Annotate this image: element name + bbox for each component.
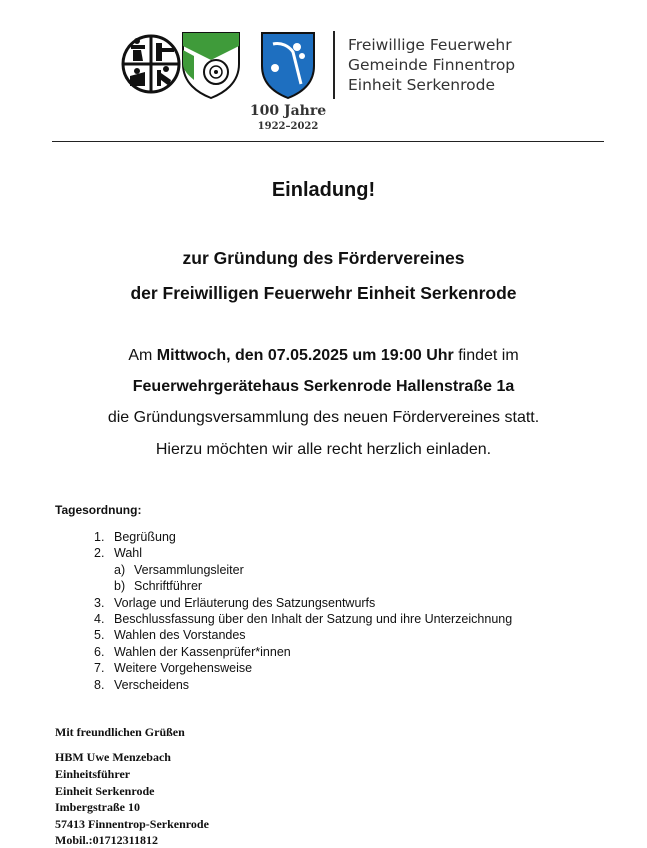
agenda-item — [94, 627, 614, 643]
agenda-heading: Tagesordnung: — [55, 503, 142, 517]
org-line-2: Gemeinde Finnentrop — [348, 56, 516, 74]
header-rule — [52, 141, 604, 142]
municipality-crest-logo — [180, 30, 242, 100]
agenda-subitem-letter: b) — [114, 579, 126, 594]
jubilee-title: 100 Jahre — [249, 103, 327, 119]
serkenrode-crest-logo — [259, 30, 317, 100]
subtitle-line-1: zur Gründung des Fördervereines — [182, 248, 465, 268]
agenda-item-number: 7. — [94, 661, 105, 676]
agenda-item-number: 8. — [94, 677, 105, 692]
invitation-line-3: die Gründungsversammlung des neuen Fördervereines statt. — [107, 409, 540, 426]
agenda-item — [94, 660, 614, 676]
agenda-item-text: Beschlussfassung über den Inhalt der Satzung und ihre Unterzeichnung — [114, 611, 513, 626]
agenda-item — [94, 529, 614, 545]
signer-city: 57413 Finnentrop-Serkenrode — [55, 817, 209, 831]
org-line-3: Einheit Serkenrode — [348, 76, 496, 94]
subtitle-line-2: der Freiwilligen Feuerwehr Einheit Serkenrode — [130, 283, 517, 303]
agenda-item-number: 2. — [94, 546, 105, 561]
org-line-1: Freiwillige Feuerwehr — [348, 36, 512, 54]
page-title: Einladung! — [271, 179, 376, 201]
signer-role: Einheitsführer — [55, 767, 131, 781]
agenda-list — [94, 529, 614, 693]
invitation-prefix: Am — [128, 347, 157, 364]
agenda-item-text: Wahlen der Kassenprüfer*innen — [114, 644, 291, 659]
agenda-item-number: 4. — [94, 611, 105, 626]
invitation-date: Mittwoch, den 07.05.2025 um 19:00 Uhr — [156, 347, 454, 364]
agenda-item-number: 6. — [94, 644, 105, 659]
invitation-location: Feuerwehrgerätehaus Serkenrode Hallenstraße 1a — [132, 378, 515, 395]
agenda-subitem — [94, 562, 614, 578]
agenda-item-text: Weitere Vorgehensweise — [114, 661, 253, 676]
signer-phone: Mobil.:01712311812 — [55, 833, 159, 847]
agenda-item — [94, 595, 614, 611]
agenda-item-number: 5. — [94, 628, 105, 643]
jubilee-years: 1922–2022 — [257, 121, 319, 132]
agenda-item-number: 3. — [94, 595, 105, 610]
agenda-subitem-text: Versammlungsleiter — [134, 562, 244, 577]
agenda-item-text: Vorlage und Erläuterung des Satzungsentwurfs — [114, 595, 376, 610]
closing-greeting: Mit freundlichen Grüßen — [55, 725, 185, 739]
agenda-item-number: 1. — [94, 530, 105, 544]
letterhead — [0, 0, 647, 142]
agenda-item-text: Verscheidens — [114, 677, 190, 692]
agenda-item — [94, 677, 614, 693]
agenda-subitem-text: Schriftführer — [134, 579, 203, 594]
agenda-item — [94, 644, 614, 660]
agenda-item-text: Wahlen des Vorstandes — [114, 628, 246, 643]
agenda-item-text: Begrüßung — [114, 530, 176, 544]
agenda-item-text: Wahl — [114, 546, 143, 561]
signer-unit: Einheit Serkenrode — [55, 784, 155, 798]
agenda-item — [94, 545, 614, 561]
agenda-item — [94, 611, 614, 627]
fire-brigade-emblem-logo — [121, 28, 181, 100]
agenda-subitem-letter: a) — [114, 562, 126, 577]
header-divider — [333, 31, 335, 99]
signer-name: HBM Uwe Menzebach — [55, 750, 171, 764]
signer-street: Imbergstraße 10 — [55, 800, 140, 814]
invitation-line-1 — [0, 347, 647, 365]
agenda-subitem — [94, 578, 614, 594]
invitation-suffix: findet im — [453, 347, 519, 364]
invitation-line-4: Hierzu möchten wir alle recht herzlich einladen. — [155, 441, 492, 458]
